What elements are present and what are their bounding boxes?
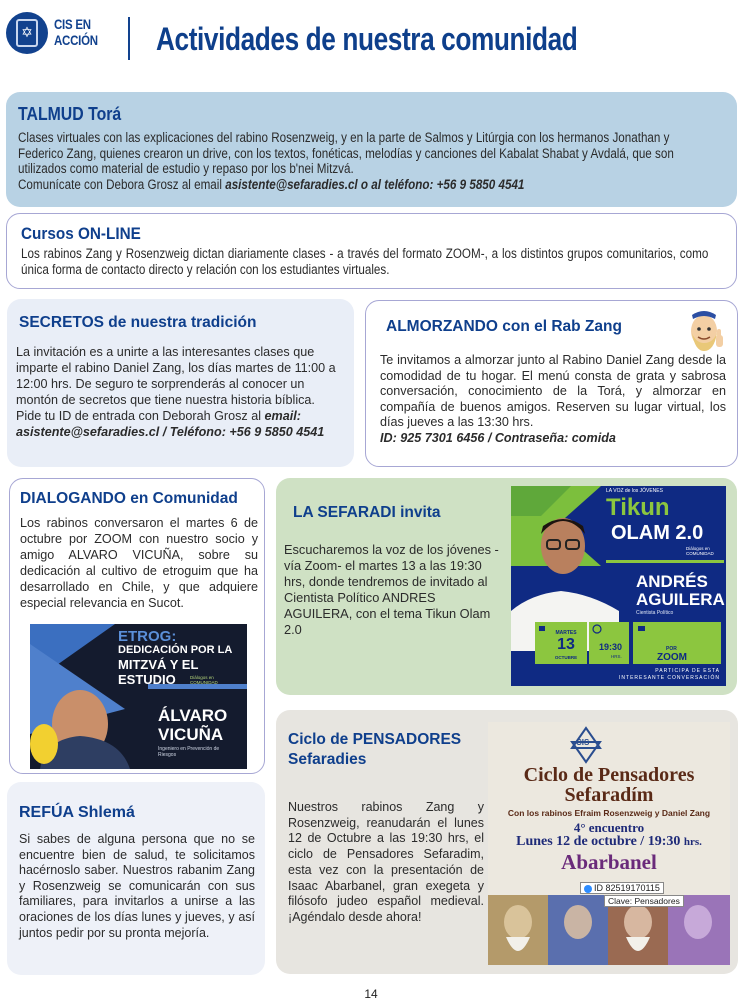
card-cursos-online — [6, 213, 737, 289]
poster-time: 19:30 — [599, 642, 623, 652]
poster-name: Abarbanel — [561, 850, 657, 874]
card-body — [380, 353, 726, 446]
card-text: Los rabinos Zang y Rosenzweig dictan diariamente clases - a través del formato ZOOM-, a los distintos grupos comunitarios, como única forma de contacto directo y relación con los estudiantes virtuales. — [21, 246, 709, 277]
poster-date-text: Lunes 12 de octubre / 19:30 — [516, 834, 681, 849]
card-la-sefaradi — [276, 478, 737, 695]
poster-badge: Diálogos en COMUNIDAD — [190, 675, 218, 685]
poster-name-2: AGUILERA — [636, 590, 725, 609]
poster-title-1: Tikun — [606, 494, 670, 521]
poster-encuentro: 4° encuentro — [573, 820, 645, 835]
card-title: Ciclo de PENSADORES Sefaradies — [288, 731, 462, 768]
card-contact — [16, 408, 346, 424]
poster-time-unit: HRS. — [611, 654, 622, 659]
contact-email-phone[interactable]: asistente@sefaradies.cl / Teléfono: +56 9 5850 4541 — [16, 425, 325, 439]
card-ciclo-pensadores — [276, 710, 738, 974]
poster-day-label: MARTES — [555, 630, 577, 636]
poster-role: Cientista Político — [636, 610, 674, 616]
card-body — [16, 344, 346, 440]
poster-line-3: MITZVÁ Y EL — [118, 657, 199, 672]
cis-logo: CIS — [576, 738, 590, 747]
contact-prefix: Comunícate con Debora Grosz al email — [18, 176, 226, 192]
poster-title-2: OLAM 2.0 — [611, 522, 704, 544]
card-text: Nuestros rabinos Zang y Rosenzweig, reanudarán el lunes 12 de Octubre a las 19:30 hrs, el ciclo de Pensadores Sefaradim, esta vez con la presentación de Isaac Abarbanel, gran exegeta y filósofo judeo español medieval. ¡Agéndalo desde ahora! — [288, 800, 484, 924]
section-brand — [54, 16, 103, 48]
card-text: Los rabinos conversaron el martes 6 de octubre por ZOOM con nuestro socio y amigo ALVARO VICUÑA, sobre su dedicación al cultivo de etroguim que ha desarrollado en Chile, y que adquiere especial relevancia en Sucot. — [20, 516, 258, 610]
card-text: Clases virtuales con las explicaciones del rabino Rosenzweig, y en la parte de Salmos y Litúrgia con los hermanos Jonathan y Federico Zang, quienes crearon un drive, con los textos, fonéticas, melodías y canciones del Kabalat Shabat y Avdalá, que son utilizados como material de estudio y repaso por los b'nei Mitzvá. — [18, 130, 674, 177]
poster-subtitle: Con los rabinos Efraim Rosenzweig y Daniel Zang — [507, 808, 711, 818]
poster-footer-1: PARTICIPA DE ESTA — [655, 668, 720, 674]
brand-line-1: CIS EN — [54, 16, 91, 32]
star-of-david-icon: ✡ — [21, 24, 33, 40]
poster-name-2: VICUÑA — [158, 725, 224, 744]
poster-via: ZOOM — [657, 652, 687, 663]
poster-kicker: LA VOZ de los JÓVENES — [606, 488, 663, 494]
card-dialogando — [9, 478, 265, 774]
poster-footer-2: INTERESANTE CONVERSACIÓN — [619, 675, 720, 681]
card-title: TALMUD Torá — [18, 104, 122, 124]
poster-title-2: Sefaradím — [564, 784, 654, 806]
tikun-olam-poster — [511, 486, 726, 686]
card-body — [18, 130, 705, 192]
poster-via-label: POR — [666, 646, 677, 652]
card-title: Cursos ON-LINE — [21, 224, 141, 243]
header-divider — [128, 17, 130, 60]
poster-role: Ingeniero en Prevención de Riesgos — [158, 746, 220, 758]
card-title: DIALOGANDO en Comunidad — [20, 490, 238, 507]
card-title: SECRETOS de nuestra tradición — [19, 314, 257, 331]
poster-date — [488, 834, 730, 850]
poster-name-1: ÁLVARO — [158, 706, 228, 725]
zoom-id: ID 82519170115 — [594, 883, 660, 893]
poster-title-1: Ciclo de Pensadores — [523, 764, 695, 786]
card-talmud-tora — [6, 92, 737, 207]
page-number: 14 — [364, 987, 378, 1001]
poster-badge: Diálogos en COMUNIDAD — [686, 546, 714, 556]
zoom-clave: Clave: Pensadores — [604, 895, 684, 907]
poster-month: OCTUBRE — [554, 655, 578, 660]
poster-date-unit: hrs. — [683, 836, 702, 848]
poster-etrog: ETROG: — [118, 628, 177, 645]
pensadores-poster — [488, 722, 730, 965]
card-text: La invitación es a unirte a las interesantes clases que imparte el rabino Daniel Zang, los días martes de 11:00 a 12:00 hrs. De seguro te sorprenderás al conocer un montón de secretos que tiene nuestra historia bíblica. — [16, 345, 336, 407]
card-title: REFÚA Shlemá — [19, 804, 135, 821]
zoom-id-tag — [580, 882, 664, 894]
contact-email-phone[interactable]: asistente@sefaradies.cl o al teléfono: +56 9 5850 4541 — [225, 176, 525, 192]
card-almorzando — [365, 300, 738, 467]
contact-email-label: email: — [264, 409, 301, 423]
etrog-poster — [30, 624, 247, 769]
card-text: Te invitamos a almorzar junto al Rabino Daniel Zang desde la comodidad de tu hogar. El menú consta de grata y sabrosa conversación, conocimiento de la Torá, y almorzar en compañía de buenos amigos. Reserven su lugar virtual, los días jueves a las 13:30 hrs. — [380, 353, 726, 429]
card-title: ALMORZANDO con el Rab Zang — [386, 318, 622, 335]
card-title: LA SEFARADI invita — [293, 504, 441, 521]
card-text: Si sabes de alguna persona que no se encuentre bien de salud, te solicitamos hacérnoslo saber. Nuestros rabanim Zang y Rosenzweig se comunicarán con sus familiares, para invitarlos a unirse a las oraciones de los días lunes y jueves, y así juntos pedir por su pronta mejoría. — [19, 832, 255, 940]
poster-line-4: ESTUDIO — [118, 672, 176, 687]
page-title: Actividades de nuestra comunidad — [156, 21, 578, 57]
zoom-access: ID: 925 7301 6456 / Contraseña: comida — [380, 430, 616, 445]
card-secretos — [7, 299, 354, 467]
zoom-icon — [584, 885, 592, 893]
card-contact — [18, 177, 705, 193]
contact-prefix: Pide tu ID de entrada con Deborah Grosz al — [16, 409, 265, 423]
card-refua-shlema — [7, 782, 265, 975]
poster-name-1: ANDRÉS — [636, 572, 708, 591]
card-text: Escucharemos la voz de los jóvenes -vía Zoom- el martes 13 a las 19:30 hrs, donde tendremos de invitado al Cientista Político ANDRES AGUILERA, con el tema Tikun Olam 2.0 — [284, 542, 499, 637]
poster-day: 13 — [557, 636, 575, 653]
poster-line-2: DEDICACIÓN POR LA — [118, 644, 233, 656]
brand-line-2: ACCIÓN — [54, 32, 98, 48]
rabbi-memoji-thumbs-up-icon — [687, 307, 725, 357]
